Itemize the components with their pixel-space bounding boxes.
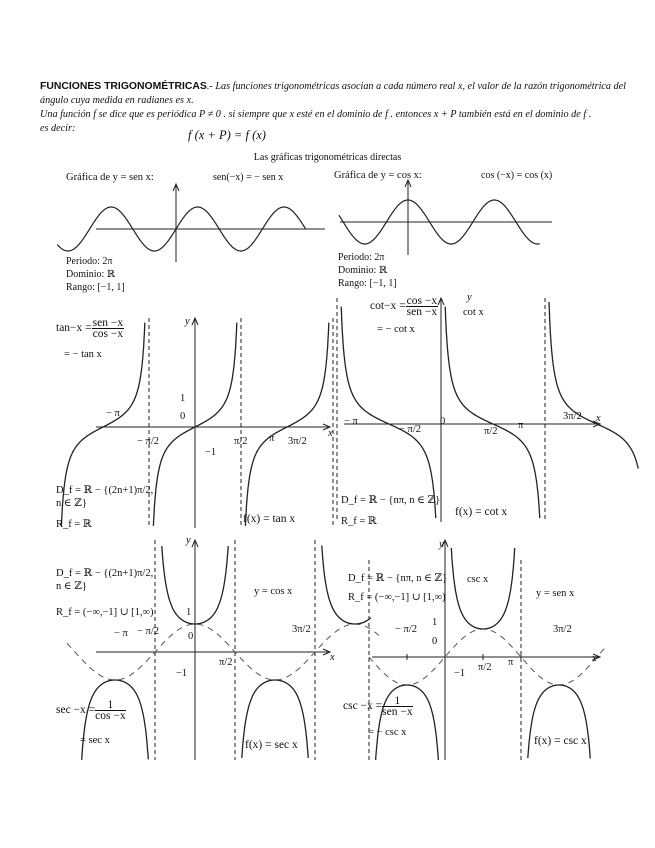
sec-cos-label: y = cos x: [254, 586, 293, 597]
csc-zero-label: 0: [432, 636, 438, 647]
sin-period: Periodo: 2π: [66, 256, 113, 267]
tan-domain: D_f = ℝ − {(2n+1)π/2, n ∈ ℤ}: [56, 485, 154, 509]
tan-3pi-2-label: 3π/2: [288, 436, 307, 447]
cot-pi-label: π: [518, 420, 524, 431]
sec-pi-2-label: π/2: [219, 657, 233, 668]
periodicity-formula: f (x + P) = f (x): [188, 128, 266, 142]
tan-y-label: y: [185, 316, 190, 327]
tan-neg-pi-label: − π: [106, 408, 120, 419]
cot-definition: cot−x = $\frac{\cos -x}{\text{sen −x}}$: [370, 295, 438, 318]
csc-sen-label: y = sen x: [536, 588, 575, 599]
sec-y-label: y: [186, 535, 191, 546]
cot-branch: [341, 307, 436, 518]
tan-definition: tan−x = $\frac{\text{sen −x}}{\cos -x}$: [56, 317, 124, 340]
tan-neg-one-label: −1: [205, 447, 217, 458]
csc-x-label: x: [592, 653, 597, 664]
cot-x-label: x: [596, 413, 601, 424]
csc-curve-label: csc x: [467, 574, 489, 585]
tan-one-label: 1: [180, 393, 186, 404]
cos-period: Periodo: 2π: [338, 252, 385, 263]
cot-neg-pi-label: − π: [344, 416, 358, 427]
csc-3pi-2-label: 3π/2: [553, 624, 572, 635]
tan-branch: [245, 323, 328, 526]
csc-definition-result: = − csc x: [368, 727, 407, 738]
sec-neg-one-label: −1: [176, 668, 188, 679]
tan-pi-label: π: [269, 433, 275, 444]
tan-x-label: x: [328, 428, 333, 439]
tan-pi-2-label: π/2: [234, 436, 248, 447]
cot-definition-result: = − cot x: [377, 324, 415, 335]
csc-one-label: 1: [432, 617, 438, 628]
section-heading: FUNCIONES TRIGONOMÉTRICAS: [40, 81, 207, 92]
cot-3pi-2-label: 3π/2: [563, 411, 582, 422]
intro-text-1: Las funciones trigonométricas asocian a cada número real x, el valor de la razón trigonométrica del ángulo cuya medida en radianes es x.: [40, 81, 627, 106]
cot-pi-2-label: π/2: [484, 426, 498, 437]
sec-range: R_f = (−∞,−1] ∪ [1,∞): [56, 607, 154, 618]
tan-zero-label: 0: [180, 411, 186, 422]
cot-neg-pi-2-label: − π/2: [399, 424, 422, 435]
cos-range: Rango: [−1, 1]: [338, 278, 397, 289]
tan-neg-pi-2-label: − π/2: [137, 436, 160, 447]
cot-branch: [445, 307, 540, 518]
sec-one-label: 1: [186, 607, 192, 618]
cot-zero-label: 0: [440, 416, 446, 427]
cot-curve-label: cot x: [463, 307, 484, 318]
sec-zero-label: 0: [188, 631, 194, 642]
sec-x-label: x: [330, 652, 335, 663]
sec-neg-pi-2-label: − π/2: [137, 626, 160, 637]
csc-neg-pi-2-label: − π/2: [395, 624, 418, 635]
csc-branch: [528, 685, 590, 759]
cos-identity: cos (−x) = cos (x): [481, 170, 553, 181]
sin-range: Rango: [−1, 1]: [66, 282, 125, 293]
csc-pi-2-label: π/2: [478, 662, 492, 673]
csc-y-label: y: [439, 539, 444, 550]
sin-identity: sen(−x) = − sen x: [213, 172, 284, 183]
tan-function-label: f(x) = tan x: [243, 513, 296, 525]
csc-range: R_f = (−∞,−1] ∪ [1,∞): [348, 592, 446, 603]
cot-function-label: f(x) = cot x: [455, 506, 508, 518]
tan-range: R_f = ℝ: [56, 519, 92, 530]
graphs-subtitle: Las gráficas trigonométricas directas: [253, 152, 402, 163]
csc-definition: csc −x = $\frac{1}{\text{sen −x}}$: [343, 695, 413, 718]
sec-definition-result: = sec x: [80, 735, 110, 746]
cot-y-label: y: [467, 292, 472, 303]
intro-text-3: es decir:: [40, 123, 76, 134]
cot-branch: [549, 302, 638, 469]
csc-pi-label: π: [508, 657, 514, 668]
cot-domain: D_f = ℝ − {nπ, n ∈ ℤ}: [341, 495, 441, 506]
sec-branch: [322, 546, 371, 625]
cos-title: Gráfica de y = cos x:: [334, 170, 422, 181]
tan-definition-result: = − tan x: [64, 349, 102, 360]
sec-function-label: f(x) = sec x: [245, 739, 298, 751]
csc-function-label: f(x) = csc x: [534, 735, 587, 747]
intro-text-2: Una función f se dice que es periódica P ≠ 0 . si siempre que x esté en el dominio de f . entonces x + P también está en el dominio de f .: [40, 109, 592, 120]
intro-paragraph: FUNCIONES TRIGONOMÉTRICAS.- Las funciones trigonométricas asocian a cada número real x, el valor de la razón trigonométrica del ángulo cuya medida en radianes es x. Una función f se dice que es periódica P ≠ 0 . si siempre que x esté en el dominio de f . entonces x + P también está en el dominio de f . es decir:: [40, 81, 627, 134]
csc-neg-one-label: −1: [454, 668, 466, 679]
sec-3pi-2-label: 3π/2: [292, 624, 311, 635]
sec-neg-pi-label: − π: [114, 628, 128, 639]
sec-domain: D_f = ℝ − {(2n+1)π/2, n ∈ ℤ}: [56, 568, 154, 592]
sin-title: Gráfica de y = sen x:: [66, 172, 154, 183]
csc-domain: D_f = ℝ − {nπ, n ∈ ℤ}: [348, 573, 448, 584]
csc-branch: [451, 548, 514, 629]
cot-range: R_f = ℝ: [341, 516, 377, 527]
sin-domain: Dominio: ℝ: [66, 269, 116, 280]
sec-definition: sec −x = $\frac{1}{\cos -x}$: [56, 699, 126, 722]
cos-domain: Dominio: ℝ: [338, 265, 388, 276]
